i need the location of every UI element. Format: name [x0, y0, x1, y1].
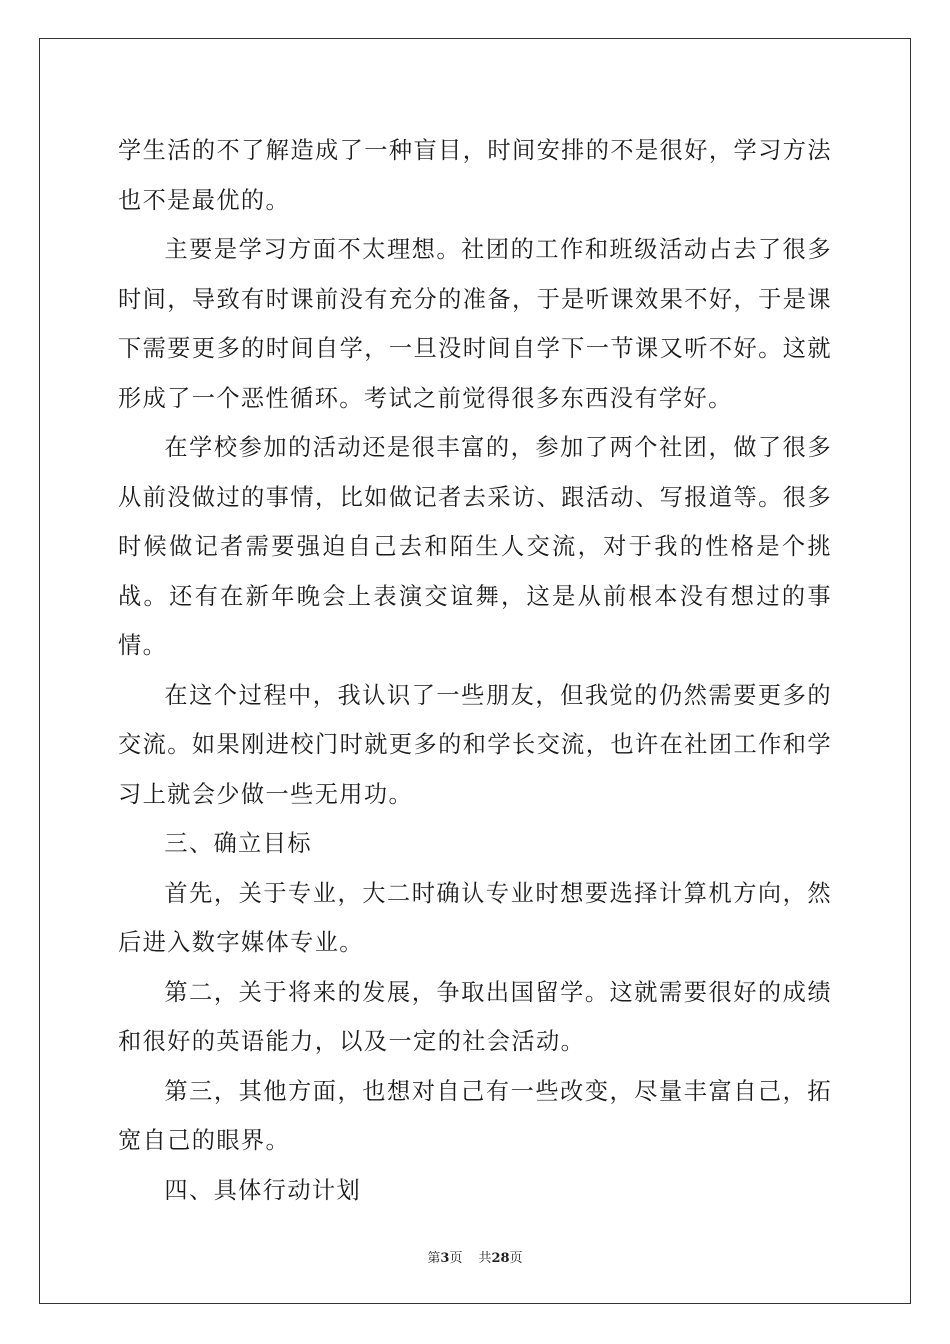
page-number: 3 — [440, 1251, 450, 1266]
total-pages: 28 — [491, 1251, 510, 1266]
paragraph-goal-1: 首先，关于专业，大二时确认专业时想要选择计算机方向，然后进入数字媒体专业。 — [118, 879, 832, 956]
paragraph-1: 学生活的不了解造成了一种盲目，时间安排的不是很好，学习方法也不是最优的。 — [118, 137, 832, 214]
section-heading-action-plan: 四、具体行动计划 — [164, 1176, 362, 1204]
section-heading-goals: 三、确立目标 — [164, 830, 312, 857]
paragraph-goal-2: 第二，关于将来的发展，争取出国留学。这就需要很好的成绩和很好的英语能力，以及一定的社会活动。 — [118, 978, 832, 1055]
paragraph-goal-3: 第三，其他方面，也想对自己有一些改变，尽量丰富自己，拓宽自己的眼界。 — [118, 1077, 832, 1154]
paragraph-3: 在学校参加的活动还是很丰富的，参加了两个社团，做了很多从前没做过的事情，比如做记者去采访、跟活动、写报道等。很多时候做记者需要强迫自己去和陌生人交流，对于我的性格是个挑战。还有在新年晚会上表演交谊舞，这是从前根本没有想过的事情。 — [118, 434, 832, 659]
paragraph-2: 主要是学习方面不太理想。社团的工作和班级活动占去了很多时间，导致有时课前没有充分的准备，于是听课效果不好，于是课下需要更多的时间自学，一旦没时间自学下一节课又听不好。这就形成了一个恶性循环。考试之前觉得很多东西没有学好。 — [118, 236, 832, 412]
page-suffix: 页 — [449, 1251, 463, 1266]
page-footer — [0, 1247, 950, 1266]
total-prefix: 共 — [478, 1251, 492, 1266]
document-body — [118, 126, 832, 1215]
total-suffix: 页 — [509, 1251, 523, 1266]
paragraph-4: 在这个过程中，我认识了一些朋友，但我觉的仍然需要更多的交流。如果刚进校门时就更多的和学长交流，也许在社团工作和学习上就会少做一些无用功。 — [118, 681, 832, 808]
page-prefix: 第 — [427, 1251, 441, 1266]
